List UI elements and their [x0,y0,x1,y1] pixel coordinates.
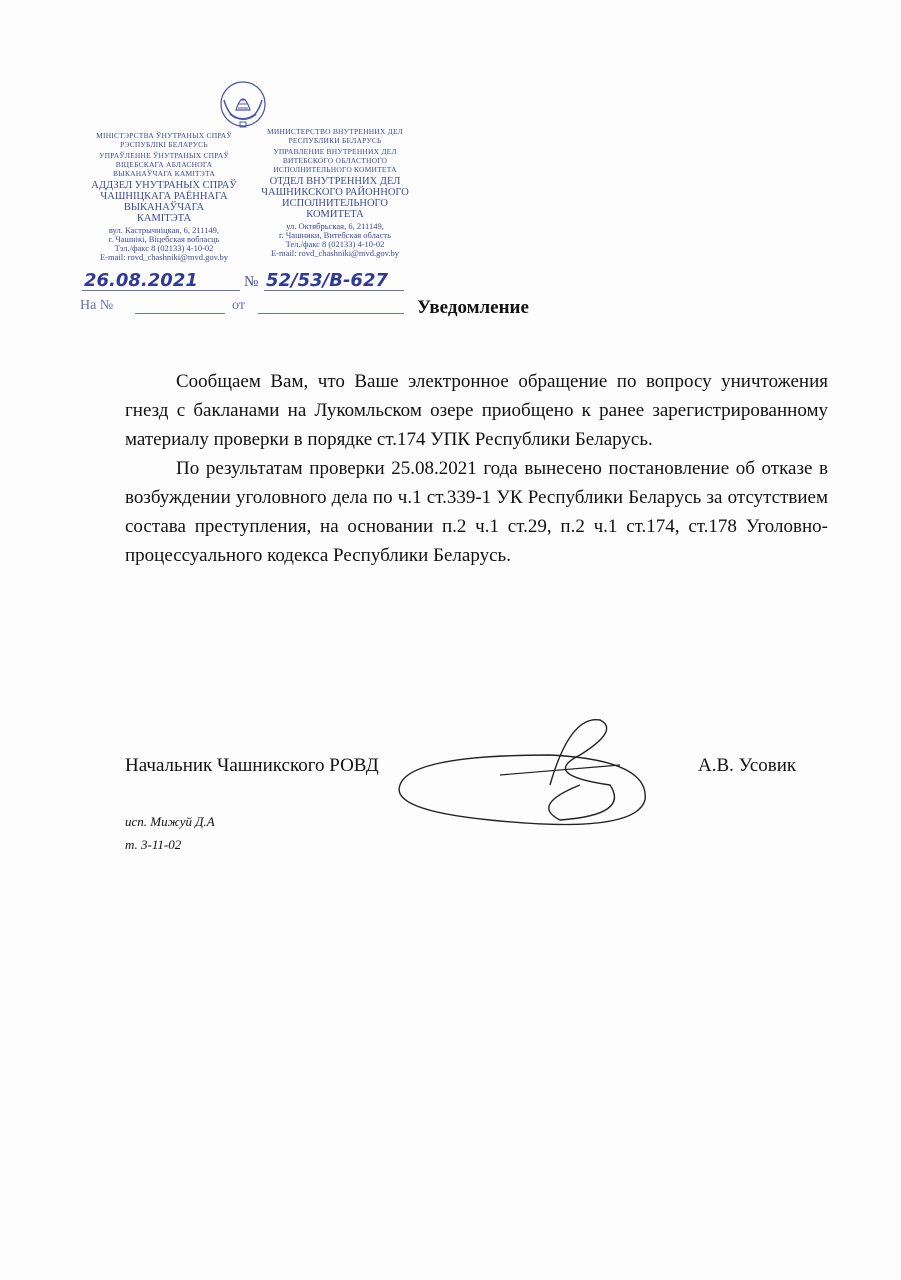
signatory-name: А.В. Усовик [698,755,797,776]
address-ru: ул. Октябрьская, 6, 211149, г. Чашники, Витебская область Тел./факс 8 (02133) 4-10-02 E-mail: rovd_chashniki@mvd.gov.by [271,221,399,258]
document-body [125,367,828,570]
ministry-ru: МИНИСТЕРСТВО ВНУТРЕННИХ ДЕЛ РЕСПУБЛИКИ БЕЛАРУСЬ [267,127,403,145]
address-be: вул. Кастрычніцкая, 6, 211149, г. Чашнікі, Віцебская вобласць Тэл./факс 8 (02133) 4-10-02 E-mail: rovd_chashniki@mvd.gov.by [100,225,228,262]
directorate-be: УПРАЎЛЕННЕ ЎНУТРАНЫХ СПРАЎ ВІЦЕБСКАГА АБЛАСНОГА ВЫКАНАЎЧАГА КАМІТЭТА [99,151,229,178]
document-title: Уведомление [417,297,529,318]
department-be: АДДЗЕЛ УНУТРАНЫХ СПРАЎ ЧАШНІЦКАГА РАЁННАГА ВЫКАНАЎЧАГА КАМІТЭТА [91,180,237,224]
state-emblem-icon [216,80,270,130]
paragraph: Сообщаем Вам, что Ваше электронное обращение по вопросу уничтожения гнезд с бакланами на Лукомльском озере приобщено к ранее зарегистрированному материалу проверки в порядке ст.174 УПК Республики Беларусь. [125,371,828,450]
ref-label: На № [80,298,114,313]
directorate-ru: УПРАВЛЕНИЕ ВНУТРЕННИХ ДЕЛ ВИТЕБСКОГО ОБЛАСТНОГО ИСПОЛНИТЕЛЬНОГО КОМИТЕТА [273,147,397,174]
ministry-be: МІНІСТЭРСТВА ЎНУТРАНЫХ СПРАЎ РЭСПУБЛІКІ БЕЛАРУСЬ [96,131,232,149]
from-label: от [232,298,245,313]
executor-phone: т. 3-11-02 [125,837,182,852]
paragraph: По результатам проверки 25.08.2021 года вынесено постановление об отказе в возбуждении уголовного дела по ч.1 ст.339-1 УК Республики Беларусь за отсутствием состава преступления, на основании п.2 ч.1 ст.29, п.2 ч.1 ст.174, ст.178 Уголовно-процессуального кодекса Республики Беларусь. [125,458,828,566]
department-ru: ОТДЕЛ ВНУТРЕННИХ ДЕЛ ЧАШНИКСКОГО РАЙОННОГО ИСПОЛНИТЕЛЬНОГО КОМИТЕТА [261,176,409,220]
handwritten-signature-icon [390,715,660,835]
outgoing-date: 26.08.2021 [84,270,198,291]
number-label: № [244,274,259,290]
outgoing-number: 52/53/В-627 [266,270,389,291]
signatory-position: Начальник Чашникского РОВД [125,755,379,776]
executor-name: исп. Мижуй Д.А [125,814,215,829]
